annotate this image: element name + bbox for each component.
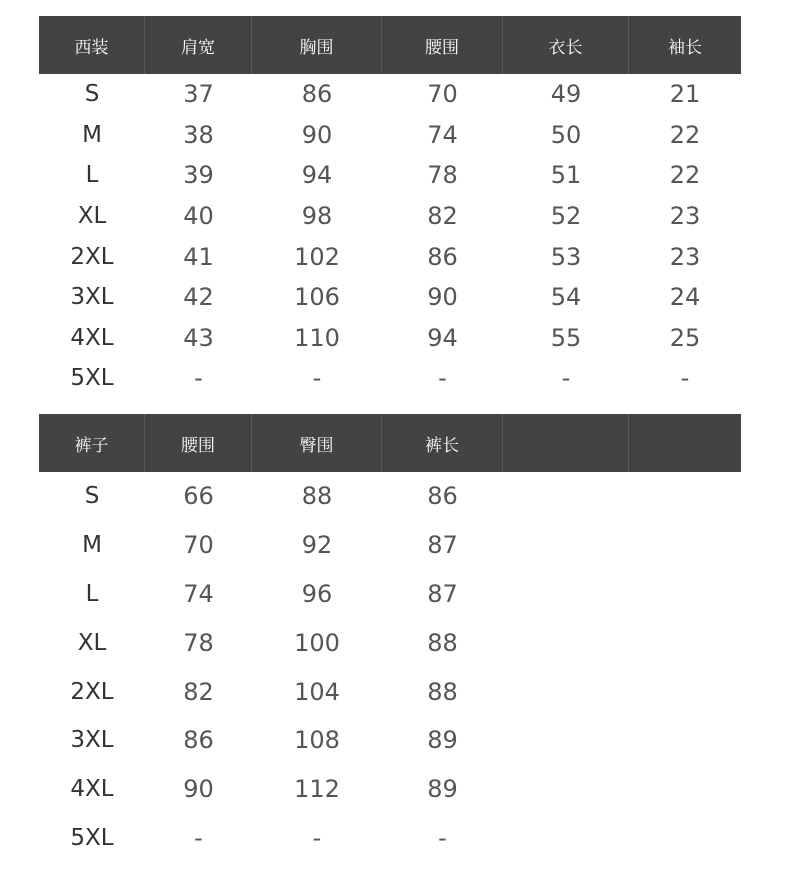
suit-table-row [39,74,741,115]
pants-value-cell: 108 [294,726,340,755]
suit-header-cell: 西装 [39,16,145,74]
suit-header-cell: 肩宽 [145,16,252,74]
pants-value-cell: 74 [183,579,214,608]
suit-value-cell: 25 [669,323,701,352]
pants-value-cell: 86 [183,726,214,755]
pants-table-row [39,716,741,765]
suit-value-cell: 39 [183,161,214,190]
pants-value-cell: 66 [183,482,214,511]
pants-table-body [39,472,741,862]
suit-value-cell: 52 [550,202,582,231]
suit-value-cell: 55 [550,323,582,352]
pants-value-cell: 88 [301,482,333,511]
pants-value-cell: 90 [183,775,214,804]
suit-size-label: 2XL [70,243,114,270]
pants-value-cell: - [194,823,203,852]
suit-value-cell: 40 [183,202,214,231]
suit-value-cell: 37 [183,80,214,109]
pants-size-label: 2XL [70,678,114,705]
pants-header-cell-empty [629,414,741,472]
suit-header-cell: 胸围 [252,16,382,74]
suit-value-cell: 90 [301,120,333,149]
suit-table-row [39,236,741,277]
pants-size-label: M [82,532,102,559]
pants-value-cell: 87 [427,579,458,608]
suit-value-cell: - [561,364,571,393]
pants-header-cell: 裤长 [382,414,503,472]
suit-size-label: 5XL [70,365,114,392]
pants-table-row [39,521,741,570]
pants-value-cell: 87 [427,531,458,560]
suit-value-cell: - [312,364,322,393]
pants-header-cell: 裤子 [39,414,145,472]
suit-size-label: L [85,162,99,189]
suit-value-cell: 23 [669,242,701,271]
suit-value-cell: 22 [669,120,701,149]
pants-value-cell: 78 [183,628,214,657]
suit-value-cell: 50 [550,120,582,149]
suit-value-cell: 74 [427,120,458,149]
pants-value-cell: - [312,823,322,852]
suit-size-label: S [84,81,100,108]
suit-table-row [39,115,741,156]
pants-size-table [39,414,741,862]
pants-value-cell: 104 [294,677,340,706]
suit-header-cell: 腰围 [382,16,503,74]
suit-table-row [39,155,741,196]
pants-value-cell: 92 [301,531,333,560]
pants-value-cell: 82 [183,677,214,706]
suit-value-cell: 21 [669,80,701,109]
suit-value-cell: 54 [550,283,582,312]
pants-value-cell: 70 [183,531,214,560]
suit-table-row [39,196,741,237]
suit-value-cell: 94 [427,323,458,352]
pants-table-row [39,814,741,863]
suit-value-cell: 106 [294,283,340,312]
suit-value-cell: 42 [183,283,214,312]
suit-value-cell: 110 [294,323,340,352]
pants-value-cell: 88 [427,628,458,657]
suit-value-cell: 22 [669,161,701,190]
suit-size-label: XL [77,203,107,230]
suit-value-cell: 86 [301,80,333,109]
pants-value-cell: 89 [427,775,458,804]
suit-table-row [39,277,741,318]
pants-table-header [39,414,741,472]
suit-table-row [39,318,741,359]
suit-size-label: M [82,121,102,148]
suit-value-cell: 82 [427,202,458,231]
pants-size-label: XL [77,629,107,656]
suit-value-cell: 38 [183,120,214,149]
pants-value-cell: - [438,823,447,852]
suit-value-cell: 86 [427,242,458,271]
suit-table-header [39,16,741,74]
suit-size-label: 3XL [70,284,114,311]
pants-header-cell: 臀围 [252,414,382,472]
suit-value-cell: 78 [427,161,458,190]
suit-value-cell: 51 [550,161,582,190]
suit-value-cell: - [438,364,447,393]
suit-value-cell: 98 [301,202,333,231]
pants-size-label: 3XL [70,727,114,754]
suit-table-row [39,358,741,399]
suit-value-cell: 102 [294,242,340,271]
suit-size-table [39,16,741,399]
suit-size-label: 4XL [70,324,114,351]
suit-value-cell: 94 [301,161,333,190]
suit-value-cell: 41 [183,242,214,271]
pants-header-cell-empty [503,414,629,472]
suit-value-cell: 43 [183,323,214,352]
suit-header-cell: 衣长 [503,16,629,74]
pants-table-row [39,472,741,521]
suit-value-cell: 23 [669,202,701,231]
suit-header-cell: 袖长 [668,37,702,58]
pants-size-label: 4XL [70,776,114,803]
pants-value-cell: 88 [427,677,458,706]
pants-size-label: S [84,483,100,510]
suit-table-body [39,74,741,399]
pants-table-row [39,618,741,667]
pants-value-cell: 112 [294,775,340,804]
pants-value-cell: 86 [427,482,458,511]
suit-value-cell: 49 [550,80,582,109]
suit-value-cell: - [680,364,690,393]
pants-table-row [39,570,741,619]
suit-value-cell: 24 [669,283,701,312]
pants-table-row [39,667,741,716]
pants-value-cell: 96 [301,579,333,608]
pants-value-cell: 100 [294,628,340,657]
suit-value-cell: 53 [550,242,582,271]
pants-header-cell: 腰围 [145,414,252,472]
suit-value-cell: 70 [427,80,458,109]
suit-value-cell: 90 [427,283,458,312]
suit-value-cell: - [194,364,203,393]
pants-value-cell: 89 [427,726,458,755]
pants-size-label: L [85,580,99,607]
pants-size-label: 5XL [70,824,114,851]
pants-table-row [39,765,741,814]
